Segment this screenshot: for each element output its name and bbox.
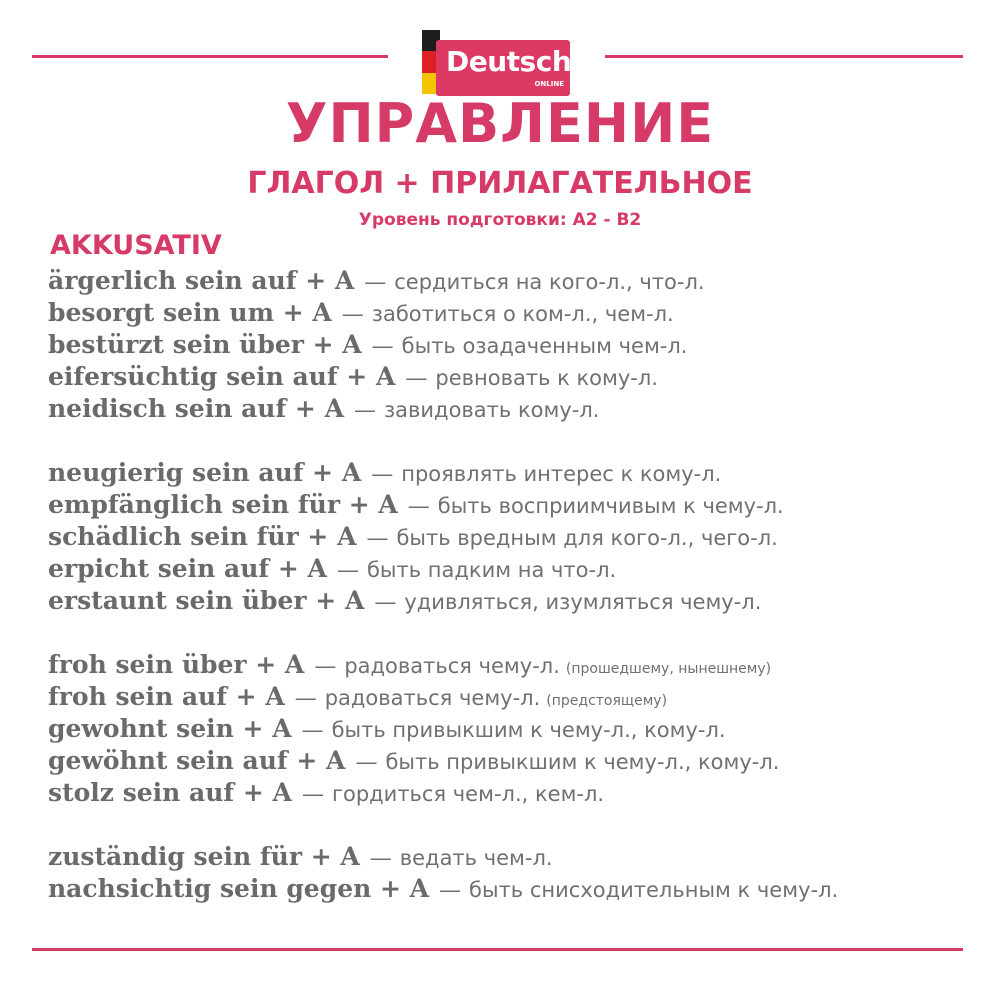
usage-note: (прошедшему, нынешнему) (565, 661, 772, 677)
list-item (48, 649, 993, 681)
dash-separator: — (366, 526, 389, 551)
section-title: AKKUSATIV (50, 230, 222, 261)
german-phrase: neidisch sein auf + A (48, 394, 344, 423)
german-phrase: bestürzt sein über + A (48, 330, 362, 359)
german-phrase: gewöhnt sein auf + A (48, 746, 346, 775)
german-phrase: nachsichtig sein gegen + A (48, 874, 430, 903)
german-phrase: stolz sein auf + A (48, 778, 292, 807)
list-item (48, 297, 993, 329)
german-phrase: zuständig sein für + A (48, 842, 360, 871)
russian-translation: быть привыкшим к чему-л., кому-л. (331, 718, 726, 742)
russian-translation: гордиться чем-л., кем-л. (331, 782, 605, 806)
top-divider-left (32, 55, 388, 58)
dash-separator: — (301, 718, 324, 743)
list-item (48, 489, 993, 521)
page-subtitle: ГЛАГОЛ + ПРИЛАГАТЕЛЬНОЕ (247, 166, 753, 201)
dash-separator: — (355, 750, 378, 775)
list-item (48, 777, 993, 809)
list-item (48, 713, 993, 745)
russian-translation: проявлять интерес к кому-л. (401, 462, 722, 486)
german-phrase: froh sein über + A (48, 650, 305, 679)
dash-separator: — (336, 558, 359, 583)
russian-translation: ведать чем-л. (399, 846, 553, 870)
dash-separator: — (301, 782, 324, 807)
entry-group (48, 265, 993, 425)
german-phrase: neugierig sein auf + A (48, 458, 362, 487)
level-label: Уровень подготовки: А2 - В2 (358, 210, 642, 230)
list-item (48, 873, 993, 905)
dash-separator: — (407, 494, 430, 519)
russian-translation: радоваться чему-л. (344, 654, 560, 678)
russian-translation: быть падким на что-л. (366, 558, 617, 582)
dash-separator: — (369, 846, 392, 871)
logo-badge (436, 40, 570, 96)
russian-translation: завидовать кому-л. (383, 398, 600, 422)
dash-separator: — (371, 334, 394, 359)
russian-translation: заботиться о ком-л., чем-л. (371, 302, 674, 326)
dash-separator: — (405, 366, 428, 391)
list-item (48, 553, 993, 585)
russian-translation: быть восприимчивым к чему-л. (437, 494, 784, 518)
entry-group (48, 649, 993, 809)
list-item (48, 681, 993, 713)
dash-separator: — (364, 270, 387, 295)
usage-note: (предстоящему) (546, 693, 668, 709)
dash-separator: — (439, 878, 462, 903)
list-item (48, 521, 993, 553)
list-item (48, 841, 993, 873)
list-item (48, 265, 993, 297)
dash-separator: — (374, 590, 397, 615)
russian-translation: ревновать к кому-л. (435, 366, 658, 390)
logo-sub: ONLINE (534, 80, 564, 88)
german-phrase: schädlich sein für + A (48, 522, 357, 551)
deutsch-online-logo (422, 30, 570, 98)
german-phrase: gewohnt sein + A (48, 714, 292, 743)
logo-word: Deutsch (446, 45, 572, 78)
dash-separator: — (371, 462, 394, 487)
russian-translation: удивляться, изумляться чему-л. (404, 590, 762, 614)
russian-translation: быть вредным для кого-л., чего-л. (396, 526, 778, 550)
list-item (48, 585, 993, 617)
german-phrase: ärgerlich sein auf + A (48, 266, 355, 295)
page-title: УПРАВЛЕНИЕ (285, 92, 715, 155)
german-phrase: erstaunt sein über + A (48, 586, 365, 615)
german-phrase: eifersüchtig sein auf + A (48, 362, 396, 391)
russian-translation: радоваться чему-л. (324, 686, 541, 710)
russian-translation: быть озадаченным чем-л. (401, 334, 688, 358)
german-phrase: empfänglich sein für + A (48, 490, 398, 519)
russian-translation: быть привыкшим к чему-л., кому-л. (385, 750, 780, 774)
list-item (48, 745, 993, 777)
top-divider-right (605, 55, 963, 58)
entry-list (48, 265, 993, 937)
german-phrase: besorgt sein um + A (48, 298, 332, 327)
list-item (48, 329, 993, 361)
list-item (48, 457, 993, 489)
russian-translation: сердиться на кого-л., что-л. (394, 270, 705, 294)
german-phrase: erpicht sein auf + A (48, 554, 327, 583)
german-phrase: froh sein auf + A (48, 682, 285, 711)
list-item (48, 361, 993, 393)
list-item (48, 393, 993, 425)
dash-separator: — (353, 398, 376, 423)
dash-separator: — (294, 686, 317, 711)
bottom-divider (32, 948, 963, 951)
dash-separator: — (314, 654, 337, 679)
entry-group (48, 457, 993, 617)
russian-translation: быть снисходительным к чему-л. (469, 878, 839, 902)
entry-group (48, 841, 993, 905)
dash-separator: — (341, 302, 364, 327)
